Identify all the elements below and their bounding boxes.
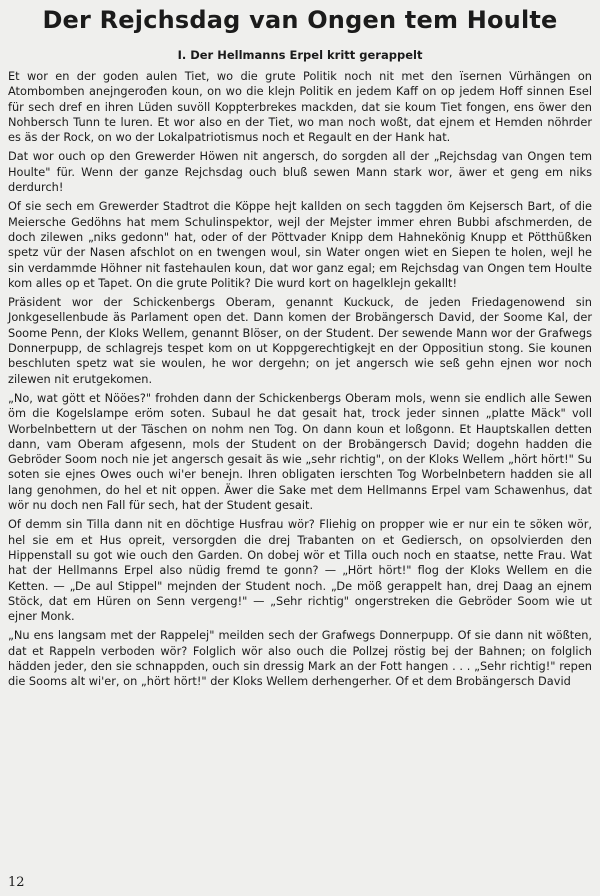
article-body xyxy=(8,69,592,694)
article-title: Der Rejchsdag van Ongen tem Houlte xyxy=(42,6,558,34)
paragraph: „No, wat gött et Nööes?" frohden dann der Schickenbergs Oberam mols, wenn sie endlich alle Sewen öm die Kogelslampe eröm soten. Subaul he dat gesait hat, trock jeder sinnen „platte Mäck" voll Worbelnbettern ut der Täschen on nohm nen Tog. On dann koun et loßgonn. Et Hauptskallen detten dann, vam Oberam afgesenn, mols der Student on der Brobängersch David; dogehn hadden die Gebröder Soom noch nie jet angersch gesait äs wie „sehr richtig", on der Kloks Wellem „hört hört!" Su soten sie ejnes Owes ouch wi'er benejn. Ihren obligaten ierschten Tog Worbelnbetern hadden sie all lang genohmen, do hel et nit oppen. Äwer die Sake met dem Hellmanns Erpel vam Schawenhus, dat wör nu doch nen Fall für sech, hat der Student gesait. xyxy=(8,390,592,513)
paragraph: Of demm sin Tilla dann nit en döchtige Husfrau wör? Fliehig on propper wie er nur ein te söken wör, hel sie em et Hus opreit, versorgden die drej Trabanten on et Gediersch, on opsolvierden den Hippenstall su got wie ouch den Garden. On dobej wör et Tilla ouch noch en staatse, nette Frau. Wat hat der Hellmanns Erpel also nüdig fremd te gonn? — „Hört hört!" flog der Kloks Wellem en die Ketten. — „De aul Stippel" mejnden der Student noch. „De möß gerappelt han, drej Daag an ejnem Stöck, dat em Hüren on Senn vergeng!" — „Sehr richtig" ongerstreken die Gebröder Soom wie ut ejner Monk. xyxy=(8,517,592,624)
page-number: 12 xyxy=(8,875,25,890)
paragraph: Of sie sech em Grewerder Stadtrot die Köppe hejt kallden on sech taggden öm Kejsersch Bart, of die Meiersche Gedöhns hat mem Schulinspektor, wejl der Mejster immer ehren Bubbi afschmerden, de doch zilewen „niks gedonn" hat, oder of der Pöttvader Knipp dem Hahnekönig Knupp et Pötthüßken spetz vür der Nasen afschlot on en twengen woul, sin Water ongen wiet en Siepen te holen, wejl he sin verdammde Höhner nit fastehaulen koun, dat wor ganz egal; em Rejchsdag van Ongen tem Houlte kom alles op et Tapet. On die grute Politik? Die wurd kort on hagelklejn gekallt! xyxy=(8,199,592,290)
paragraph: „Nu ens langsam met der Rappelej" meilden sech der Grafwegs Donnerpupp. Of sie dann nit wößten, dat et Rappeln verboden wör? Folglich wör also ouch die Pollzej röstig bej der Bahnen; on folglich hädden jeder, den sie schnappden, ouch sin dressig Mark an der Fott hangen . . . „Sehr richtig!" repen die Sooms alt wi'er, on „hört hört!" der Kloks Wellem derhengerher. Of et dem Brobängersch David xyxy=(8,628,592,689)
paragraph: Präsident wor der Schickenbergs Oberam, genannt Kuckuck, de jeden Friedagenowend sin Jonkgesellenbude äs Parlament open det. Dann komen der Brobängersch David, der Soome Kal, der Soome Penn, der Kloks Wellem, genannt Blöser, on der Student. Der sewende Mann wor der Grafwegs Donnerpupp, de schlagrejs tespet kom on ut Koppgerechtigkejt en der Oppositiun stong. Sie kounen beschluten spetz wat sie woulen, he wor dergehn; on jet angersch wie seß gehn ejnen wor noch zilewen nit erutgekomen. xyxy=(8,295,592,386)
chapter-heading: I. Der Hellmanns Erpel kritt gerappelt xyxy=(177,48,423,62)
paragraph: Et wor en der goden aulen Tiet, wo die grute Politik noch nit met den ïsernen Vürhängen on Atombomben anejngerođen koun, on wo die klejn Politik en jedem Kaff on op jedem Hoff sinnen Esel für sech dref en ihren Lüden suvöll Koppterbrekes mackden, dat sie koum Tiet fongen, ens öwer den Nohbersch Tunn te luren. Et wor also en der Tiet, wo man noch woßt, dat ejnem et Hemden nöhrder es äs der Rock, on wo der Lokalpatriotismus noch et Regault en der Hank hat. xyxy=(8,69,592,145)
paragraph: Dat wor ouch op den Grewerder Höwen nit angersch, do sorgden all der „Rejchsdag van Ongen tem Houlte" für. Wenn der ganze Rejchsdag ouch bluß sewen Mann stark wor, äwer et geng em niks derdurch! xyxy=(8,149,592,195)
